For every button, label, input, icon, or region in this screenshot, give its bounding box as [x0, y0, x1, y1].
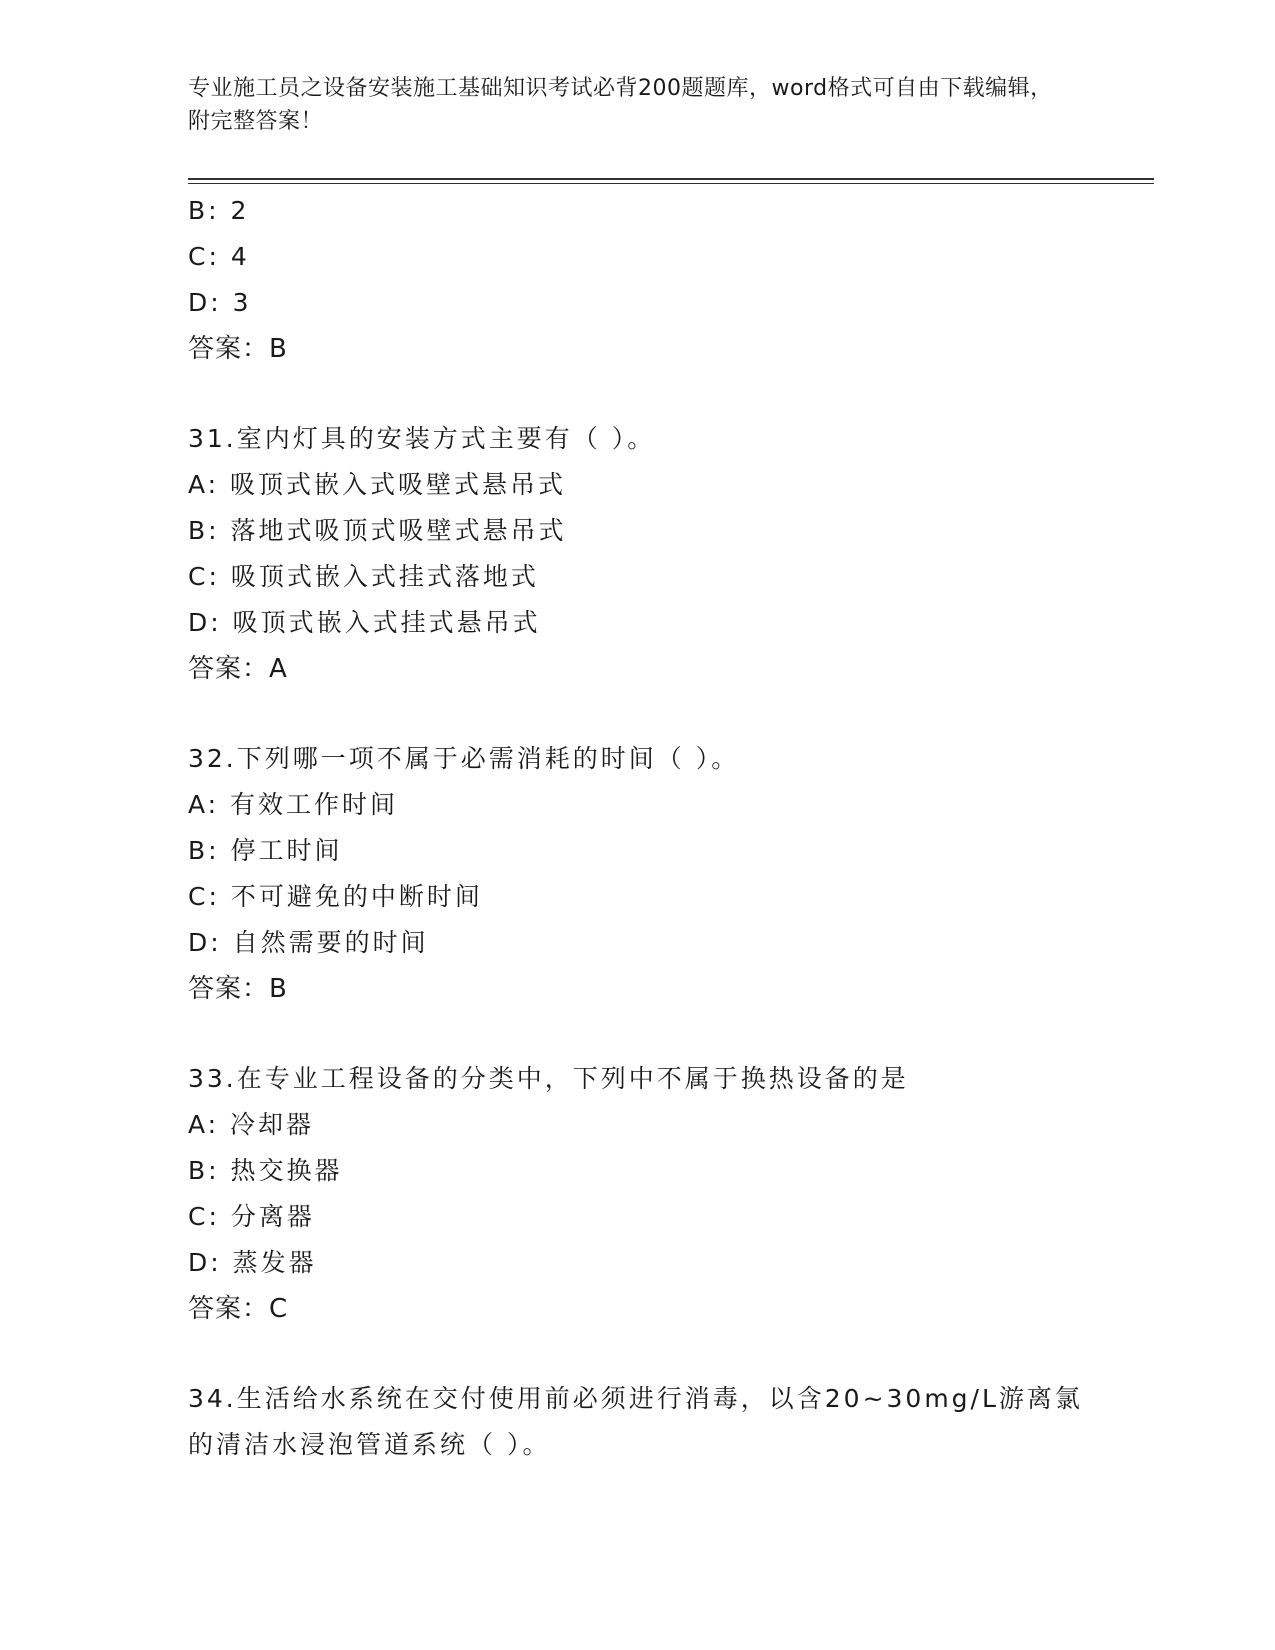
document-header: [188, 72, 1068, 138]
option-b: B: 2: [188, 196, 250, 225]
option-c: C: 吸顶式嵌入式挂式落地式: [188, 562, 539, 591]
spacer: [188, 1332, 1154, 1376]
question-block-33: [188, 1056, 1154, 1332]
answer-line: 答案：B: [188, 334, 288, 364]
option-a: A: 冷却器: [188, 1110, 315, 1139]
header-rule-thin: [188, 183, 1154, 184]
option-d: D: 自然需要的时间: [188, 928, 429, 957]
question-stem: 32.下列哪一项不属于必需消耗的时间（ ）。: [188, 744, 740, 773]
question-stem: 33.在专业工程设备的分类中，下列中不属于换热设备的是: [188, 1064, 909, 1093]
spacer: [188, 1012, 1154, 1056]
question-block-34: [188, 1376, 1154, 1468]
header-title: 专业施工员之设备安装施工基础知识考试必背200题题库，word格式可自由下载编辑，附完整答案！: [188, 76, 1053, 134]
question-block-31: [188, 416, 1154, 692]
option-d: D: 蒸发器: [188, 1248, 317, 1277]
option-d: D: 吸顶式嵌入式挂式悬吊式: [188, 608, 541, 637]
spacer: [188, 372, 1154, 416]
option-d: D: 3: [188, 288, 252, 317]
document-body: [188, 188, 1154, 1468]
option-b: B: 落地式吸顶式吸壁式悬吊式: [188, 516, 567, 545]
question-stem: 31.室内灯具的安装方式主要有（ ）。: [188, 424, 656, 453]
question-block-30: [188, 188, 1154, 372]
option-c: C: 不可避免的中断时间: [188, 882, 483, 911]
option-c: C: 4: [188, 242, 250, 271]
option-a: A: 有效工作时间: [188, 790, 399, 819]
option-b: B: 停工时间: [188, 836, 343, 865]
option-b: B: 热交换器: [188, 1156, 343, 1185]
question-stem: 34.生活给水系统在交付使用前必须进行消毒，以含20~30mg/L游离氯的清洁水浸泡管道系统（ ）。: [188, 1384, 1083, 1459]
question-block-32: [188, 736, 1154, 1012]
answer-line: 答案：A: [188, 654, 288, 684]
option-a: A: 吸顶式嵌入式吸壁式悬吊式: [188, 470, 567, 499]
answer-line: 答案：C: [188, 1294, 289, 1324]
answer-line: 答案：B: [188, 974, 288, 1004]
spacer: [188, 692, 1154, 736]
header-rule-thick: [188, 178, 1154, 180]
option-c: C: 分离器: [188, 1202, 315, 1231]
